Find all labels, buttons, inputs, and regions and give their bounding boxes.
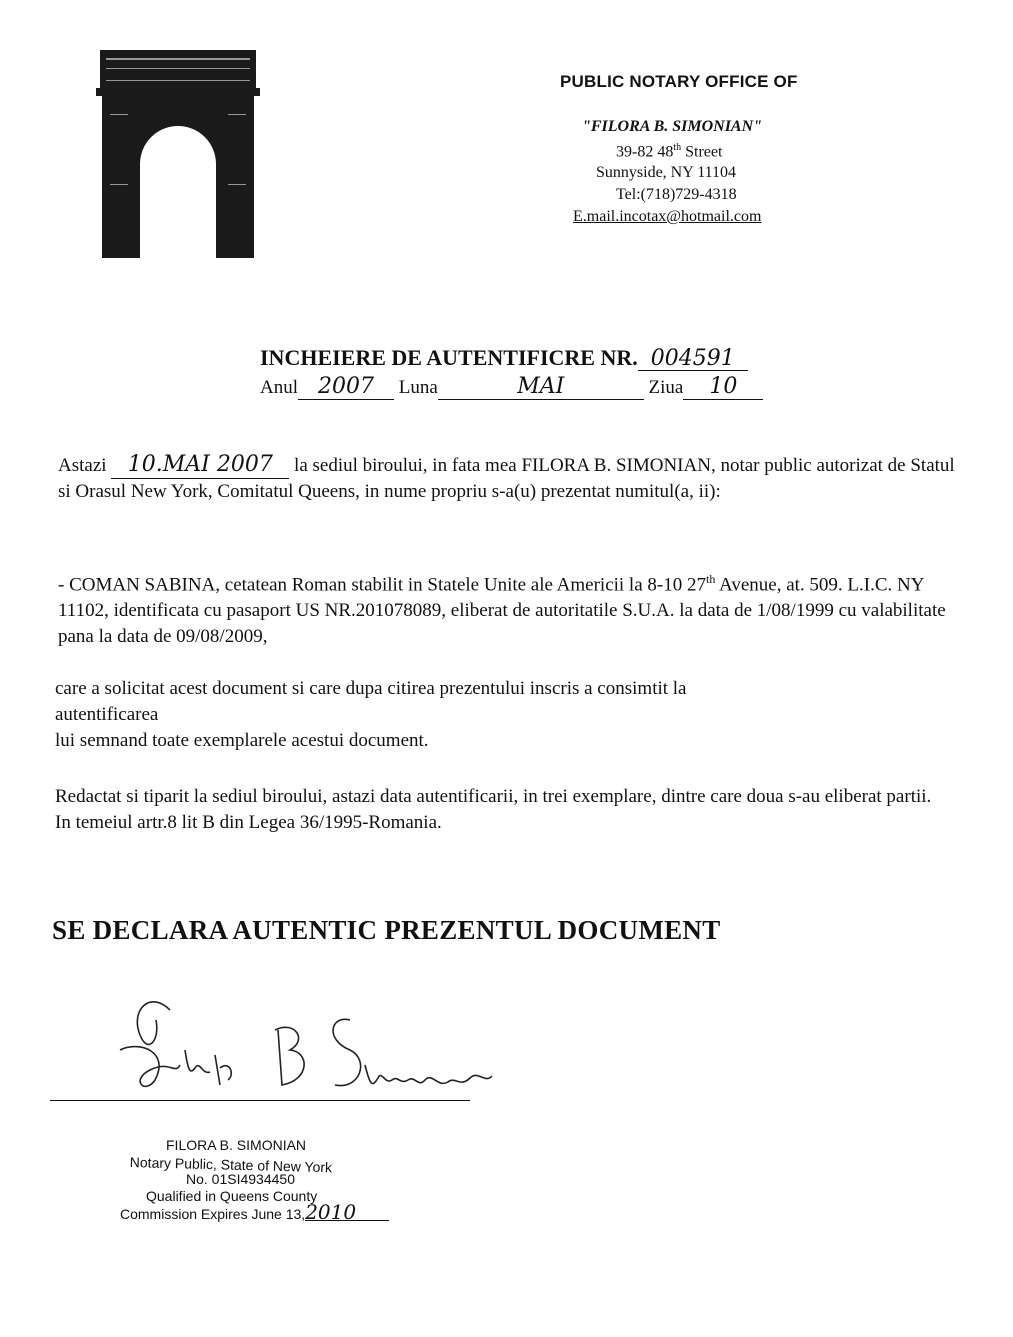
stamp-number: No. 01SI4934450 [186,1171,295,1187]
title-text: INCHEIERE DE AUTENTIFICRE NR. [260,345,638,370]
stamp-expires-year: 2010 [305,1204,389,1221]
redactat-line-1: Redactat si tiparit la sediul biroului, astazi data autentificarii, in trei exemplare, dintre care doua s-au eliberat partii. [55,786,932,807]
paragraph-redactat [55,784,975,836]
document-number: 004591 [638,348,748,371]
stamp-name: FILORA B. SIMONIAN [166,1137,307,1153]
signature-line [50,1100,470,1101]
stamp-expires [120,1200,389,1224]
document-title [260,345,748,371]
street-prefix: 39-82 48 [616,143,674,161]
coman-sup: th [705,572,716,586]
coman-text-1: - COMAN SABINA, cetatean Roman stabilit in Statele Unite ale Americii la 8-10 27 [58,574,706,596]
anul-value: 2007 [298,374,394,400]
office-title: PUBLIC NOTARY OFFICE OF [560,72,798,91]
arch-logo-icon [96,44,260,258]
luna-label: Luna [398,377,438,398]
coman-text-2: Avenue, at. 509. L.I.C. NY 11102, identificata cu pasaport US NR.201078089, eliberat de autoritatile S.U.A. la data de 1/08/1999 cu valabilitate pana la data de 09/08/2009, [58,574,946,648]
office-name: "FILORA B. SIMONIAN" [582,118,763,135]
stamp-title: Notary Public, State of New York [129,1154,333,1176]
office-tel: Tel:(718)729-4318 [616,186,737,203]
paragraph-coman [58,566,958,650]
astazi-date: 10.MAI 2007 [111,452,289,479]
paragraph-astazi [58,452,958,505]
care-line-3: lui semnand toate exemplarele acestui document. [55,730,429,751]
anul-label: Anul [260,377,298,398]
date-row [260,374,763,400]
ziua-value: 10 [683,374,763,400]
declaration-heading: SE DECLARA AUTENTIC PREZENTUL DOCUMENT [52,915,721,945]
ziua-label: Ziua [648,377,684,398]
signature-image [60,980,510,1110]
paragraph-care [55,676,955,754]
care-line-2: autentificarea [55,704,159,725]
stamp-expires-text: Commission Expires June 13, [120,1206,306,1222]
stamp-qualified: Qualified in Queens County [146,1188,318,1204]
office-street [616,142,722,161]
care-line-1: care a solicitat acest document si care dupa citirea prezentului inscris a consimtit la [55,678,687,699]
office-email: E.mail.incotax@hotmail.com [573,208,762,225]
luna-value: MAI [438,374,644,400]
street-sup: th [673,142,682,153]
redactat-line-2: In temeiul artr.8 lit B din Legea 36/1995-Romania. [55,812,442,833]
street-suffix: Street [681,143,723,161]
office-city: Sunnyside, NY 11104 [596,164,736,181]
astazi-text: la sediul biroului, in fata mea FILORA B. SIMONIAN, notar public autorizat de Statul si Orasul New York, Comitatul Queens, in nume propriu s-a(u) prezentat numitul(a, ii): [58,455,955,502]
astazi-label: Astazi [58,455,107,476]
